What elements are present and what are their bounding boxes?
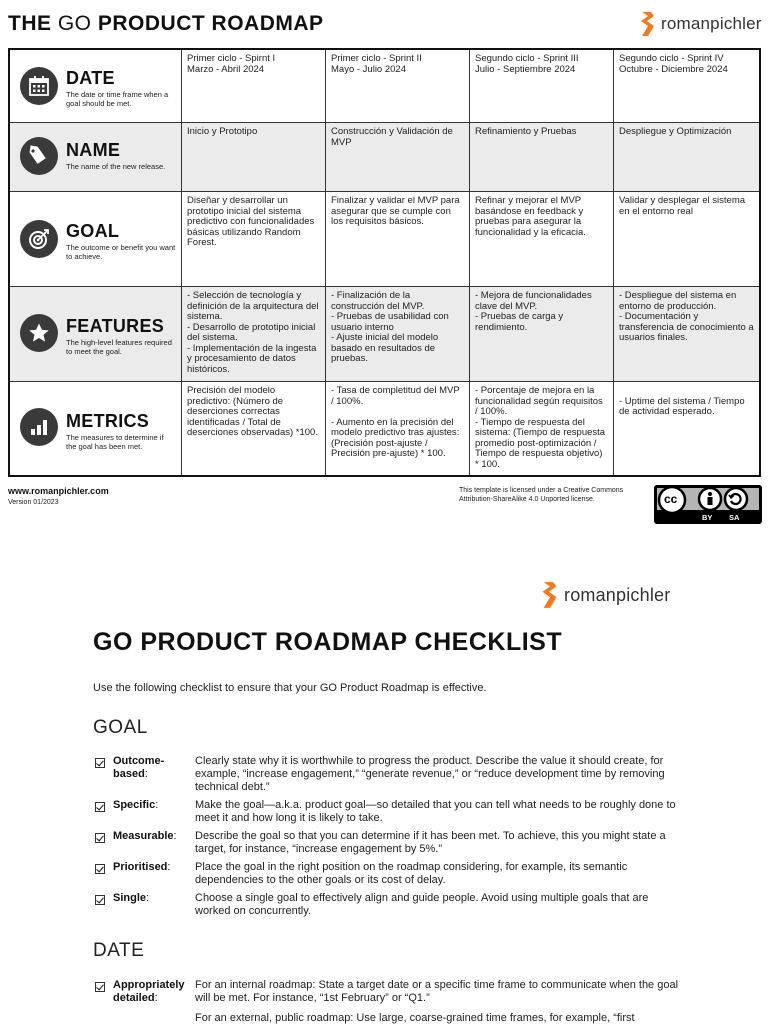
roadmap-cell[interactable]: Construcción y Validación de MVP — [326, 123, 470, 191]
footer-version: Version 01/2023 — [8, 499, 59, 506]
roadmap-row-date — [10, 50, 759, 123]
roadmap-cell[interactable]: Segundo ciclo - Sprint IV Octubre - Diciembre 2024 — [619, 53, 728, 75]
section-heading-goal: GOAL — [93, 717, 148, 738]
romanpichler-logo — [639, 10, 762, 38]
roadmap-cell[interactable]: - Finalización de la construcción del MVP. - Pruebas de usabilidad con usuario interno - Ajuste inicial del modelo basado en resultados de pruebas. — [326, 287, 470, 381]
roadmap-header — [8, 8, 760, 42]
roadmap-cell[interactable]: Despliegue y Optimización — [619, 126, 732, 137]
row-name-metrics: METRICS — [66, 411, 150, 431]
calendar-icon — [20, 67, 58, 105]
license-text: This template is licensed under a Creative Commons Attribution-ShareAlike 4.0 Unported license. — [459, 487, 624, 503]
row-label-metrics — [10, 382, 182, 475]
logo-text: romanpichler — [564, 584, 671, 605]
roadmap-cell[interactable]: - Despliegue del sistema en entorno de producción. - Documentación y transferencia de conocimiento a usuarios finales. — [619, 290, 754, 343]
roadmap-cell[interactable]: Primer ciclo - Sprint II Mayo - Julio 2024 — [326, 50, 470, 122]
row-desc-features: The high-level features required to meet the goal. — [66, 338, 172, 356]
section-heading-date: DATE — [93, 940, 145, 961]
roadmap-title: THE GO PRODUCT ROADMAP — [8, 12, 324, 35]
roadmap-cell[interactable]: Finalizar y validar el MVP para asegurar que se cumple con los requisitos básicos. — [326, 192, 470, 286]
checklist-item-label: Prioritised — [113, 861, 168, 873]
checklist-item-text: Make the goal—a.k.a. product goal—so detailed that you can tell what needs to be roughly done to meet it and how long it is likely to take. — [195, 799, 676, 824]
roadmap-cell[interactable]: - Selección de tecnología y definición de la arquitectura del sistema. - Desarrollo de prototipo inicial del sistema. - Implementación de la ingesta y procesamiento de datos históricos. — [182, 287, 326, 381]
row-label-goal — [10, 192, 182, 286]
logo-text: romanpichler — [661, 14, 762, 33]
checklist-item-text: Place the goal in the right position on the roadmap considering, for example, its semantic dependencies to the other goals or its cost of delay. — [195, 861, 628, 886]
row-name-name: NAME — [66, 140, 121, 160]
roadmap-cell[interactable]: Segundo ciclo - Sprint III Julio - Septiembre 2024 — [470, 50, 614, 122]
roadmap-cell[interactable]: Diseñar y desarrollar un prototipo inicial del sistema predictivo con funcionalidades básicas utilizando Random Forest. — [182, 192, 326, 286]
checklist-item-text: Clearly state why it is worthwhile to progress the product. Describe the value it should create, for example, “increase engagement,” “generate revenue,” or “reduce development time by removing technical debt.” — [195, 755, 665, 793]
checkbox-checked-icon[interactable] — [95, 802, 105, 812]
roadmap-cell[interactable]: - Tasa de completitud del MVP / 100%. - Aumento en la precisión del modelo predictivo tras ajustes: (Precisión post-ajuste / Precisión pre-ajuste) * 100. — [326, 382, 470, 475]
row-label-features — [10, 287, 182, 381]
roadmap-row-name — [10, 123, 759, 192]
roadmap-row-goal — [10, 192, 759, 287]
roadmap-row-features — [10, 287, 759, 382]
checklist-intro: Use the following checklist to ensure that your GO Product Roadmap is effective. — [93, 682, 487, 694]
footer-url-link[interactable]: www.romanpichler.com — [8, 486, 109, 496]
row-name-goal: GOAL — [66, 221, 120, 241]
checklist-item-text: For an external, public roadmap: Use large, coarse-grained time frames, for example, “first — [195, 1012, 635, 1024]
roadmap-cell[interactable]: - Porcentaje de mejora en la funcionalidad según requisitos / 100%. - Tiempo de respuesta del sistema: (Tiempo de respuesta promedio post-optimización / Tiempo de respuesta objetivo) * 100. — [470, 382, 614, 475]
row-name-date: DATE — [66, 68, 115, 88]
romanpichler-logo-checklist — [540, 580, 670, 610]
row-desc-date: The date or time frame when a goal should be met. — [66, 90, 169, 108]
cc-license-badge[interactable] — [654, 485, 762, 524]
checklist-item-text: Choose a single goal to effectively align and guide people. Avoid using multiple goals that are worked on concurrently. — [195, 892, 649, 917]
checkbox-checked-icon[interactable] — [95, 864, 105, 874]
checkbox-checked-icon[interactable] — [95, 982, 105, 992]
checkbox-checked-icon[interactable] — [95, 895, 105, 905]
tag-icon — [20, 137, 58, 175]
cc-text: cc — [664, 492, 678, 506]
checklist-item-label: Single — [113, 892, 147, 904]
roadmap-cell[interactable]: Validar y desplegar el sistema en el entorno real — [619, 195, 746, 217]
target-icon — [20, 220, 58, 258]
star-icon — [20, 314, 58, 352]
logo-mark-icon — [540, 580, 560, 610]
row-desc-metrics: The measures to determine if the goal has been met. — [66, 433, 164, 451]
roadmap-cell[interactable]: Refinamiento y Pruebas — [470, 123, 614, 191]
checklist-title: GO PRODUCT ROADMAP CHECKLIST — [93, 628, 563, 656]
roadmap-cell[interactable]: Primer ciclo - Spirnt I Marzo - Abril 2024 — [182, 50, 326, 122]
cc-by-label: BY — [702, 513, 713, 522]
checklist-item-label: Specific — [113, 799, 156, 811]
cc-sa-label: SA — [729, 513, 740, 522]
row-label-name — [10, 123, 182, 191]
checkbox-checked-icon[interactable] — [95, 758, 105, 768]
checklist-item-text: Describe the goal so that you can determine if it has been met. To achieve, this you might state a target, for instance, “increase engagement by 5%.” — [195, 830, 666, 855]
row-name-features: FEATURES — [66, 316, 165, 336]
logo-mark-icon — [639, 10, 657, 38]
checklist-item-label: Appropriately detailed — [113, 979, 185, 1004]
checklist-item-label: Measurable — [113, 830, 174, 842]
checklist-item-text: For an internal roadmap: State a target date or a specific time frame to communicate when the goal will be met. For instance, “1st February” or “Q1.” — [195, 979, 679, 1004]
roadmap-table — [8, 48, 761, 477]
roadmap-cell[interactable]: - Mejora de funcionalidades clave del MVP. - Pruebas de carga y rendimiento. — [470, 287, 614, 381]
roadmap-cell[interactable]: - Uptime del sistema / Tiempo de actividad esperado. — [619, 395, 745, 417]
roadmap-cell[interactable]: Precisión del modelo predictivo: (Número de deserciones correctas identificadas / Total de deserciones observadas) *100. — [182, 382, 326, 475]
row-label-date — [10, 50, 182, 122]
row-desc-name: The name of the new release. — [66, 162, 166, 171]
roadmap-cell[interactable]: Inicio y Prototipo — [182, 123, 326, 191]
bar-chart-icon — [20, 408, 58, 446]
row-desc-goal: The outcome or benefit you want to achieve. — [66, 243, 176, 261]
roadmap-row-metrics — [10, 382, 759, 475]
roadmap-cell[interactable]: Refinar y mejorar el MVP basándose en feedback y pruebas para asegurar la funcionalidad y la eficacia. — [470, 192, 614, 286]
checkbox-checked-icon[interactable] — [95, 833, 105, 843]
checklist-item-label: Outcome-based — [113, 755, 165, 780]
